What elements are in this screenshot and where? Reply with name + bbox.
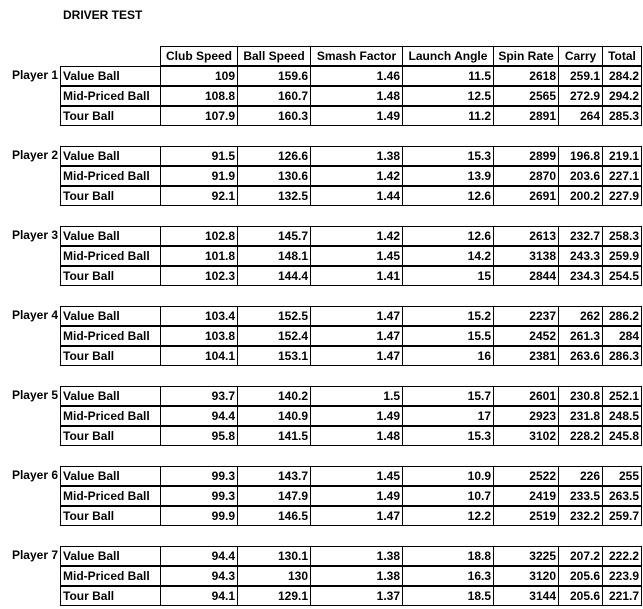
table-cell-carry: 205.6 <box>558 586 603 606</box>
table-cell-carry: 272.9 <box>558 86 603 106</box>
table-cell-spin-rate: 2891 <box>493 106 559 126</box>
ball-type-cell: Tour Ball <box>60 506 161 526</box>
table-cell-smash-factor: 1.47 <box>310 326 403 346</box>
table-cell-spin-rate: 3120 <box>493 566 559 586</box>
table-cell-smash-factor: 1.44 <box>310 186 403 206</box>
ball-type-cell: Value Ball <box>60 66 161 86</box>
table-cell-ball-speed: 141.5 <box>237 426 311 446</box>
table-cell-smash-factor: 1.38 <box>310 566 403 586</box>
table-cell-spin-rate: 2923 <box>493 406 559 426</box>
table-cell-launch-angle: 17 <box>402 406 494 426</box>
table-cell-total: 223.9 <box>602 566 642 586</box>
table-cell-club-speed: 99.3 <box>160 486 238 506</box>
table-cell-ball-speed: 140.9 <box>237 406 311 426</box>
ball-type-cell: Mid-Priced Ball <box>60 166 161 186</box>
ball-type-cell: Tour Ball <box>60 426 161 446</box>
table-cell-ball-speed: 147.9 <box>237 486 311 506</box>
ball-type-cell: Mid-Priced Ball <box>60 246 161 266</box>
ball-type-cell: Mid-Priced Ball <box>60 486 161 506</box>
table-cell-ball-speed: 145.7 <box>237 226 311 246</box>
table-cell-ball-speed: 148.1 <box>237 246 311 266</box>
table-cell-club-speed: 101.8 <box>160 246 238 266</box>
table-cell-spin-rate: 2522 <box>493 466 559 486</box>
table-cell-carry: 203.6 <box>558 166 603 186</box>
table-cell-smash-factor: 1.42 <box>310 226 403 246</box>
column-header-total: Total <box>602 46 642 66</box>
table-cell-launch-angle: 15.3 <box>402 426 494 446</box>
table-cell-carry: 232.2 <box>558 506 603 526</box>
table-cell-smash-factor: 1.45 <box>310 466 403 486</box>
column-header-carry: Carry <box>558 46 603 66</box>
ball-type-cell: Mid-Priced Ball <box>60 566 161 586</box>
table-cell-carry: 205.6 <box>558 566 603 586</box>
table-cell-spin-rate: 2618 <box>493 66 559 86</box>
table-cell-total: 259.7 <box>602 506 642 526</box>
ball-type-cell: Value Ball <box>60 306 161 326</box>
table-cell-carry: 263.6 <box>558 346 603 366</box>
table-cell-smash-factor: 1.38 <box>310 146 403 166</box>
table-cell-total: 285.3 <box>602 106 642 126</box>
table-cell-total: 284 <box>602 326 642 346</box>
table-cell-ball-speed: 130.6 <box>237 166 311 186</box>
ball-type-cell: Mid-Priced Ball <box>60 406 161 426</box>
table-cell-club-speed: 94.3 <box>160 566 238 586</box>
table-cell-total: 221.7 <box>602 586 642 606</box>
table-cell-ball-speed: 140.2 <box>237 386 311 406</box>
table-cell-club-speed: 94.1 <box>160 586 238 606</box>
table-cell-spin-rate: 2601 <box>493 386 559 406</box>
ball-type-cell: Mid-Priced Ball <box>60 326 161 346</box>
table-cell-carry: 264 <box>558 106 603 126</box>
table-cell-launch-angle: 15 <box>402 266 494 286</box>
table-cell-carry: 232.7 <box>558 226 603 246</box>
table-cell-launch-angle: 10.9 <box>402 466 494 486</box>
ball-type-cell: Mid-Priced Ball <box>60 86 161 106</box>
table-cell-smash-factor: 1.41 <box>310 266 403 286</box>
ball-type-cell: Value Ball <box>60 146 161 166</box>
player-label: Player 3 <box>11 228 58 242</box>
table-cell-ball-speed: 146.5 <box>237 506 311 526</box>
table-cell-club-speed: 94.4 <box>160 546 238 566</box>
table-cell-smash-factor: 1.46 <box>310 66 403 86</box>
page-title: DRIVER TEST <box>63 8 143 22</box>
table-cell-carry: 226 <box>558 466 603 486</box>
table-cell-club-speed: 93.7 <box>160 386 238 406</box>
table-cell-club-speed: 102.3 <box>160 266 238 286</box>
table-cell-smash-factor: 1.49 <box>310 106 403 126</box>
table-cell-smash-factor: 1.48 <box>310 86 403 106</box>
table-cell-carry: 261.3 <box>558 326 603 346</box>
table-cell-carry: 230.8 <box>558 386 603 406</box>
table-cell-spin-rate: 2691 <box>493 186 559 206</box>
table-cell-carry: 234.3 <box>558 266 603 286</box>
table-cell-club-speed: 102.8 <box>160 226 238 246</box>
table-cell-ball-speed: 160.7 <box>237 86 311 106</box>
table-cell-ball-speed: 143.7 <box>237 466 311 486</box>
table-cell-club-speed: 103.8 <box>160 326 238 346</box>
table-cell-spin-rate: 3225 <box>493 546 559 566</box>
table-cell-launch-angle: 15.7 <box>402 386 494 406</box>
table-cell-carry: 243.3 <box>558 246 603 266</box>
table-cell-launch-angle: 18.5 <box>402 586 494 606</box>
table-cell-club-speed: 107.9 <box>160 106 238 126</box>
table-cell-carry: 207.2 <box>558 546 603 566</box>
player-label: Player 1 <box>11 68 58 82</box>
table-cell-spin-rate: 2519 <box>493 506 559 526</box>
table-cell-total: 255 <box>602 466 642 486</box>
table-cell-total: 263.5 <box>602 486 642 506</box>
column-header-launch-angle: Launch Angle <box>402 46 494 66</box>
player-label: Player 2 <box>11 148 58 162</box>
player-label: Player 4 <box>11 308 58 322</box>
table-cell-launch-angle: 18.8 <box>402 546 494 566</box>
ball-type-cell: Tour Ball <box>60 346 161 366</box>
column-header-spin-rate: Spin Rate <box>493 46 559 66</box>
table-cell-launch-angle: 12.2 <box>402 506 494 526</box>
table-cell-total: 254.5 <box>602 266 642 286</box>
table-cell-smash-factor: 1.45 <box>310 246 403 266</box>
table-cell-total: 222.2 <box>602 546 642 566</box>
table-cell-total: 227.9 <box>602 186 642 206</box>
table-cell-smash-factor: 1.48 <box>310 426 403 446</box>
table-cell-club-speed: 94.4 <box>160 406 238 426</box>
table-cell-launch-angle: 10.7 <box>402 486 494 506</box>
table-cell-launch-angle: 15.3 <box>402 146 494 166</box>
table-cell-smash-factor: 1.37 <box>310 586 403 606</box>
table-cell-club-speed: 91.9 <box>160 166 238 186</box>
ball-type-cell: Value Ball <box>60 386 161 406</box>
table-cell-ball-speed: 152.5 <box>237 306 311 326</box>
table-cell-ball-speed: 129.1 <box>237 586 311 606</box>
table-cell-total: 245.8 <box>602 426 642 446</box>
ball-type-cell: Tour Ball <box>60 586 161 606</box>
table-cell-ball-speed: 130 <box>237 566 311 586</box>
player-label: Player 6 <box>11 468 58 482</box>
table-cell-launch-angle: 12.5 <box>402 86 494 106</box>
table-cell-smash-factor: 1.42 <box>310 166 403 186</box>
table-cell-launch-angle: 16 <box>402 346 494 366</box>
table-cell-total: 259.9 <box>602 246 642 266</box>
table-cell-carry: 262 <box>558 306 603 326</box>
table-cell-total: 248.5 <box>602 406 642 426</box>
table-cell-club-speed: 91.5 <box>160 146 238 166</box>
table-cell-ball-speed: 126.6 <box>237 146 311 166</box>
table-cell-ball-speed: 132.5 <box>237 186 311 206</box>
table-cell-spin-rate: 2452 <box>493 326 559 346</box>
table-cell-total: 258.3 <box>602 226 642 246</box>
table-cell-club-speed: 95.8 <box>160 426 238 446</box>
table-cell-spin-rate: 2237 <box>493 306 559 326</box>
table-cell-smash-factor: 1.38 <box>310 546 403 566</box>
table-cell-total: 294.2 <box>602 86 642 106</box>
table-cell-carry: 233.5 <box>558 486 603 506</box>
table-cell-spin-rate: 2844 <box>493 266 559 286</box>
table-cell-carry: 231.8 <box>558 406 603 426</box>
ball-type-cell: Tour Ball <box>60 266 161 286</box>
ball-type-cell: Value Ball <box>60 466 161 486</box>
column-header-club-speed: Club Speed <box>160 46 238 66</box>
table-cell-total: 286.3 <box>602 346 642 366</box>
table-cell-total: 286.2 <box>602 306 642 326</box>
player-label: Player 7 <box>11 548 58 562</box>
table-cell-ball-speed: 130.1 <box>237 546 311 566</box>
table-cell-launch-angle: 16.3 <box>402 566 494 586</box>
table-cell-launch-angle: 15.5 <box>402 326 494 346</box>
table-cell-launch-angle: 12.6 <box>402 186 494 206</box>
table-cell-club-speed: 109 <box>160 66 238 86</box>
table-cell-carry: 200.2 <box>558 186 603 206</box>
table-cell-ball-speed: 144.4 <box>237 266 311 286</box>
table-cell-carry: 196.8 <box>558 146 603 166</box>
column-header-smash-factor: Smash Factor <box>310 46 403 66</box>
table-cell-smash-factor: 1.47 <box>310 506 403 526</box>
table-cell-club-speed: 103.4 <box>160 306 238 326</box>
ball-type-cell: Value Ball <box>60 546 161 566</box>
table-cell-launch-angle: 12.6 <box>402 226 494 246</box>
table-cell-spin-rate: 2899 <box>493 146 559 166</box>
column-header-ball-speed: Ball Speed <box>237 46 311 66</box>
table-cell-launch-angle: 11.5 <box>402 66 494 86</box>
table-cell-club-speed: 99.3 <box>160 466 238 486</box>
table-cell-smash-factor: 1.49 <box>310 406 403 426</box>
table-cell-spin-rate: 2870 <box>493 166 559 186</box>
table-cell-club-speed: 92.1 <box>160 186 238 206</box>
table-cell-spin-rate: 3144 <box>493 586 559 606</box>
ball-type-cell: Value Ball <box>60 226 161 246</box>
table-cell-spin-rate: 2565 <box>493 86 559 106</box>
ball-type-cell: Tour Ball <box>60 106 161 126</box>
table-cell-club-speed: 104.1 <box>160 346 238 366</box>
table-cell-carry: 259.1 <box>558 66 603 86</box>
table-cell-ball-speed: 153.1 <box>237 346 311 366</box>
table-cell-launch-angle: 15.2 <box>402 306 494 326</box>
table-cell-club-speed: 99.9 <box>160 506 238 526</box>
table-cell-spin-rate: 3102 <box>493 426 559 446</box>
table-cell-launch-angle: 11.2 <box>402 106 494 126</box>
table-cell-spin-rate: 3138 <box>493 246 559 266</box>
table-cell-smash-factor: 1.47 <box>310 346 403 366</box>
table-cell-launch-angle: 14.2 <box>402 246 494 266</box>
player-label: Player 5 <box>11 388 58 402</box>
table-cell-total: 284.2 <box>602 66 642 86</box>
ball-type-cell: Tour Ball <box>60 186 161 206</box>
table-cell-launch-angle: 13.9 <box>402 166 494 186</box>
table-cell-total: 227.1 <box>602 166 642 186</box>
table-cell-smash-factor: 1.49 <box>310 486 403 506</box>
table-cell-ball-speed: 152.4 <box>237 326 311 346</box>
table-cell-club-speed: 108.8 <box>160 86 238 106</box>
table-cell-total: 219.1 <box>602 146 642 166</box>
table-cell-spin-rate: 2381 <box>493 346 559 366</box>
table-cell-carry: 228.2 <box>558 426 603 446</box>
table-cell-smash-factor: 1.47 <box>310 306 403 326</box>
table-cell-smash-factor: 1.5 <box>310 386 403 406</box>
table-cell-ball-speed: 159.6 <box>237 66 311 86</box>
table-cell-ball-speed: 160.3 <box>237 106 311 126</box>
table-cell-spin-rate: 2613 <box>493 226 559 246</box>
table-cell-spin-rate: 2419 <box>493 486 559 506</box>
table-cell-total: 252.1 <box>602 386 642 406</box>
